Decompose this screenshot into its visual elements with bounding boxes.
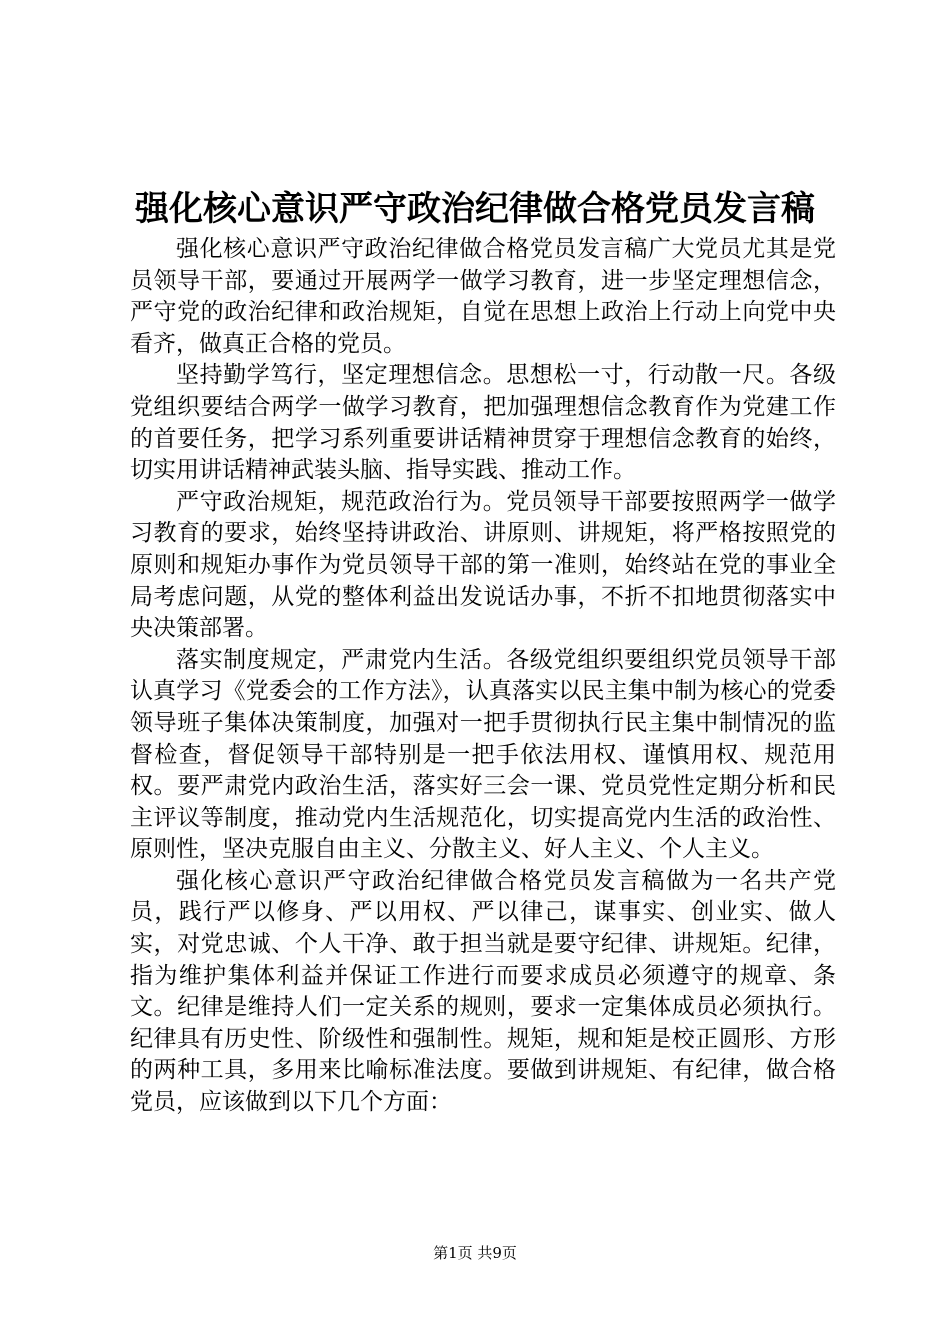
document-title: 强化核心意识严守政治纪律做合格党员发言稿	[135, 189, 815, 229]
paragraph: 强化核心意识严守政治纪律做合格党员发言稿做为一名共产党员，践行严以修身、严以用权、严以律己，谋事实、创业实、做人实，对党忠诚、个人干净、敢于担当就是要守纪律、讲规矩。纪律，指为维护集体利益并保证工作进行而要求成员必须遵守的规章、条文。纪律是维持人们一定关系的规则，要求一定集体成员必须执行。纪律具有历史性、阶级性和强制性。规矩，规和矩是校正圆形、方形的两种工具，多用来比喻标准法度。要做到讲规矩、有纪律，做合格党员，应该做到以下几个方面：	[130, 867, 836, 1116]
document-body	[130, 234, 836, 1119]
paragraph: 坚持勤学笃行，坚定理想信念。思想松一寸，行动散一尺。各级党组织要结合两学一做学习教育，把加强理想信念教育作为党建工作的首要任务，把学习系列重要讲话精神贯穿于理想信念教育的始终，切实用讲话精神武装头脑、指导实践、推动工作。	[130, 362, 836, 484]
paragraph: 强化核心意识严守政治纪律做合格党员发言稿广大党员尤其是党员领导干部，要通过开展两学一做学习教育，进一步坚定理想信念，严守党的政治纪律和政治规矩，自觉在思想上政治上行动上向党中央看齐，做真正合格的党员。	[130, 236, 836, 357]
paragraph: 严守政治规矩，规范政治行为。党员领导干部要按照两学一做学习教育的要求，始终坚持讲政治、讲原则、讲规矩，将严格按照党的原则和规矩办事作为党员领导干部的第一准则，始终站在党的事业全局考虑问题，从党的整体利益出发说话办事，不折不扣地贯彻落实中央决策部署。	[130, 488, 836, 642]
page-footer: 第1页 共9页	[433, 1244, 517, 1262]
paragraph: 落实制度规定，严肃党内生活。各级党组织要组织党员领导干部认真学习《党委会的工作方法》，认真落实以民主集中制为核心的党委领导班子集体决策制度，加强对一把手贯彻执行民主集中制情况的监督检查，督促领导干部特别是一把手依法用权、谨慎用权、规范用权。要严肃党内政治生活，落实好三会一课、党员党性定期分析和民主评议等制度，推动党内生活规范化，切实提高党内生活的政治性、原则性，坚决克服自由主义、分散主义、好人主义、个人主义。	[130, 646, 836, 863]
